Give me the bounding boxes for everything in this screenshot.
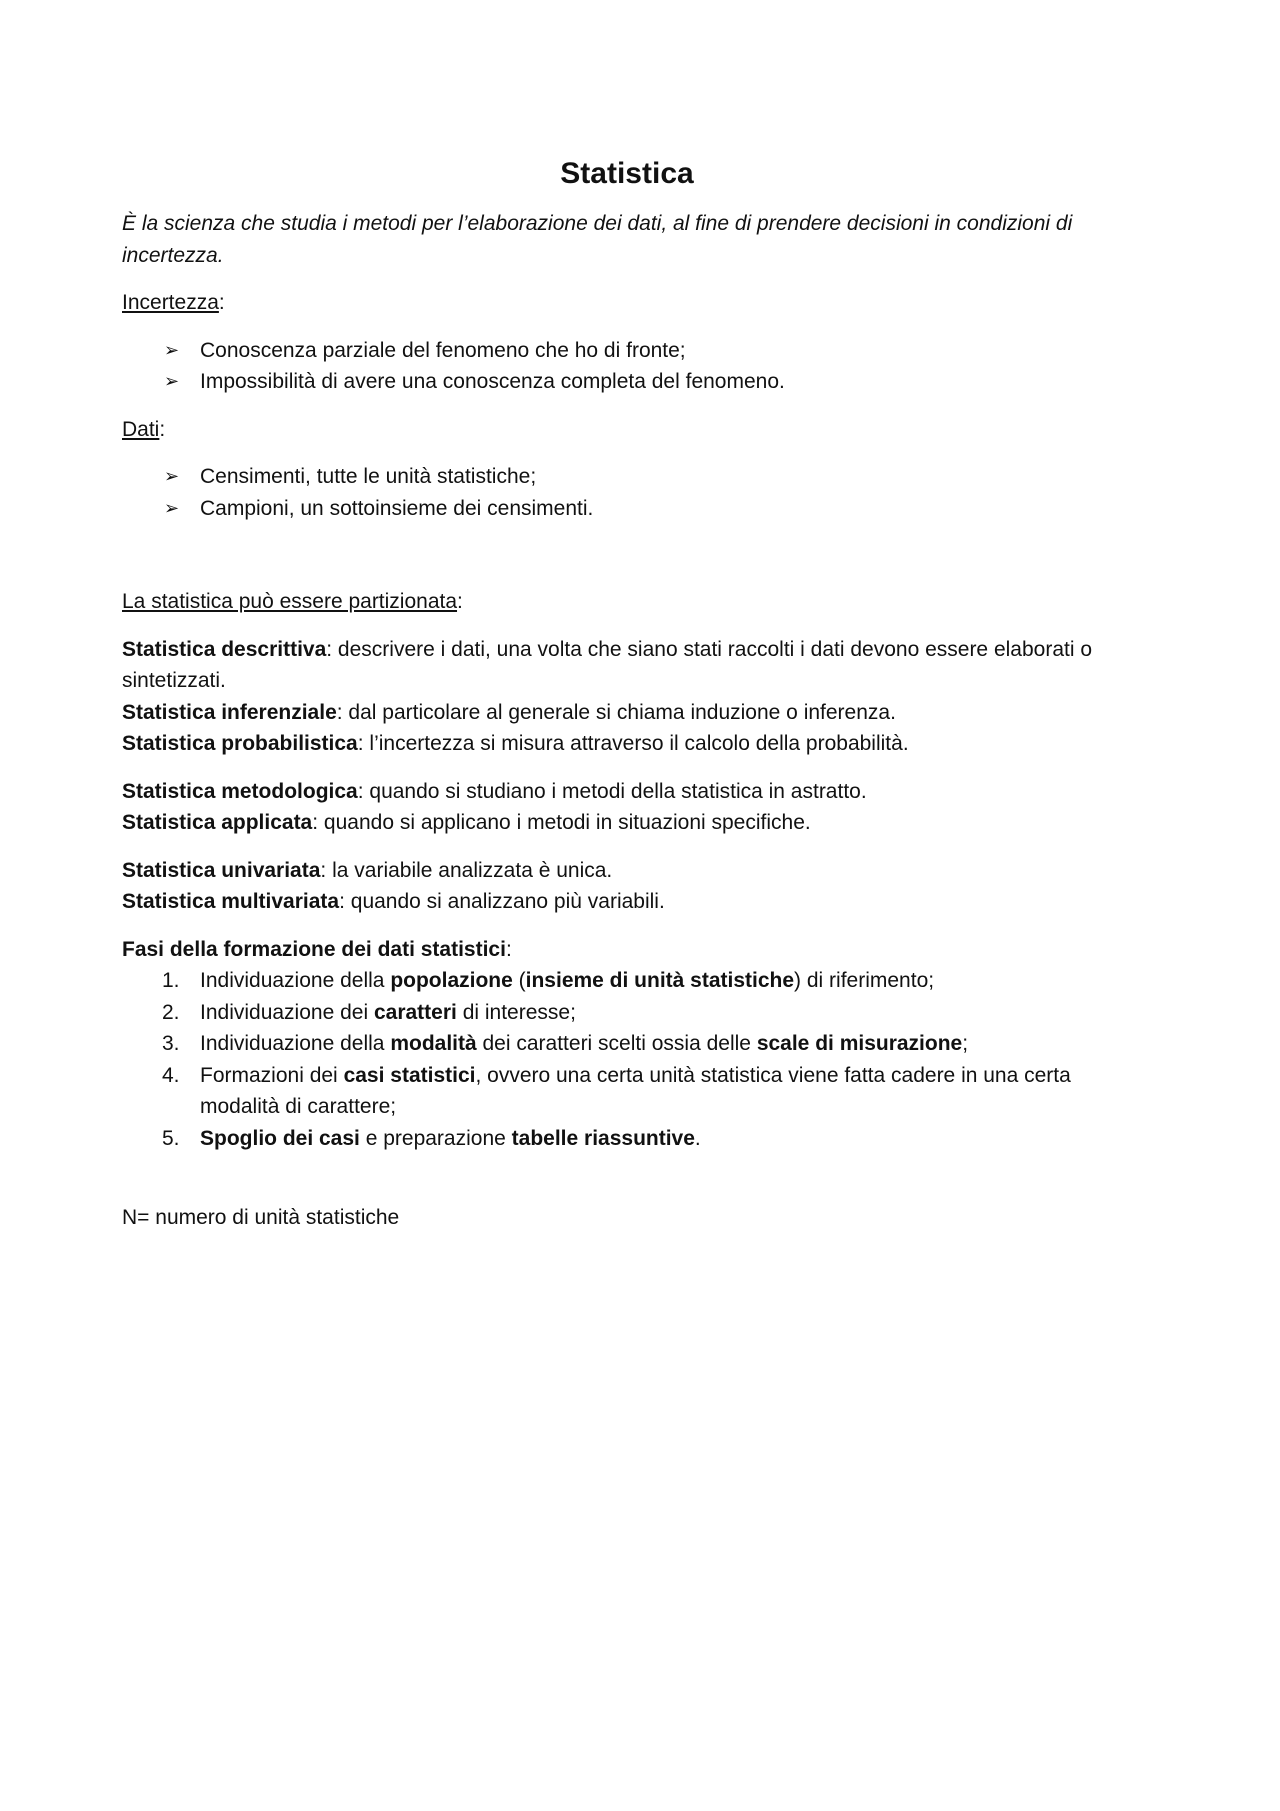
incertezza-label: Incertezza [122,291,219,314]
list-item-text: Impossibilità di avere una conoscenza completa del fenomeno. [200,370,785,393]
partition-colon: : [457,590,463,613]
definition-multivariata [122,886,1132,918]
arrow-bullet-icon: ➢ [164,339,180,360]
phase-bold: Spoglio dei casi [200,1126,360,1150]
phases-list [122,965,1132,1154]
footer-note: N= numero di unità statistiche [122,1206,400,1229]
phase-number: 5. [162,1126,180,1150]
page-title: Statistica [560,157,694,190]
document-body [122,154,1132,1234]
phase-text: . [694,1126,701,1150]
partition-label: La statistica può essere partizionata [122,590,458,613]
arrow-bullet-icon: ➢ [164,371,180,391]
definition-text: : quando si studiano i metodi della statistica in astratto. [357,779,867,803]
list-item [122,335,1132,367]
definition-text: : dal particolare al generale si chiama induzione o inferenza. [336,700,896,724]
definition-term: Statistica metodologica [122,779,358,803]
definition-text: : l’incertezza si misura attraverso il calcolo della probabilità. [357,732,909,755]
definition-term: Statistica descrittiva [122,637,327,661]
phases-heading: Fasi della formazione dei dati statistici [122,937,506,961]
definition-metodologica [122,776,1132,808]
phase-text: ( [512,969,526,992]
phases-colon: : [505,937,512,961]
dati-label: Dati [122,417,160,441]
list-item [122,493,1132,525]
dati-label-line [122,414,1132,446]
phase-text: e preparazione [359,1126,512,1150]
phase-text: , ovvero una certa unità statistica viene fatta cadere in una certa modalità di carattere; [200,1063,1071,1118]
dati-colon: : [159,417,166,441]
partition-label-line [122,586,1132,618]
arrow-bullet-icon: ➢ [164,466,180,486]
incertezza-list [122,335,1132,398]
phases-heading-line [122,934,1132,966]
phase-bold: popolazione [390,969,513,992]
arrow-bullet-icon: ➢ [164,497,180,518]
definition-descrittiva [122,634,1132,697]
phase-bold: caratteri [373,1000,457,1024]
dati-list [122,461,1132,524]
phase-number: 4. [162,1063,180,1087]
list-item [122,461,1132,493]
phase-item-1 [122,965,1132,997]
phase-bold: casi statistici [343,1063,476,1087]
phase-text: Individuazione della [200,969,391,992]
definition-group-1 [122,634,1132,760]
definition-probabilistica [122,728,1132,760]
phase-item-3 [122,1028,1132,1060]
definition-term: Statistica inferenziale [122,700,337,724]
phase-text: ; [962,1032,969,1055]
phase-bold: scale di misurazione [756,1032,963,1055]
phase-text: Formazioni dei [200,1063,344,1087]
definition-term: Statistica applicata [122,811,313,834]
definition-inferenziale [122,697,1132,729]
definition-univariata [122,855,1132,887]
phase-item-5 [122,1123,1132,1155]
phase-bold: tabelle riassuntive [511,1126,695,1150]
definition-text: : descrivere i dati, una volta che siano stati raccolti i dati devono essere elaborati o sintetizzati. [122,637,1093,692]
definition-text: : la variabile analizzata è unica. [320,858,613,882]
incertezza-label-line [122,287,1132,319]
phase-number: 1. [162,969,180,992]
phase-item-2 [122,997,1132,1029]
phase-bold: insieme di unità statistiche [525,969,795,992]
phase-number: 3. [162,1032,180,1055]
phase-bold: modalità [390,1032,477,1055]
phase-text: Individuazione della [200,1032,391,1055]
list-item-text: Censimenti, tutte le unità statistiche; [200,465,537,488]
phase-text: ) di riferimento; [794,969,935,992]
phase-item-4 [122,1060,1132,1123]
intro-paragraph: È la scienza che studia i metodi per l’elaborazione dei dati, al fine di prendere decisioni in condizioni di incertezza. [122,212,1073,267]
definition-text: : quando si applicano i metodi in situazioni specifiche. [312,811,811,834]
list-item [122,366,1132,398]
definition-text: : quando si analizzano più variabili. [339,890,665,913]
definition-group-2 [122,776,1132,839]
phase-text: Individuazione dei [200,1000,374,1024]
definition-applicata [122,807,1132,839]
phase-text: di interesse; [456,1000,576,1024]
definition-group-3 [122,855,1132,918]
list-item-text: Conoscenza parziale del fenomeno che ho di fronte; [200,338,686,362]
phase-text: dei caratteri scelti ossia delle [476,1032,757,1055]
list-item-text: Campioni, un sottoinsieme dei censimenti. [200,496,594,520]
definition-term: Statistica probabilistica [122,732,358,755]
definition-term: Statistica univariata [122,858,321,882]
incertezza-colon: : [218,291,225,314]
definition-term: Statistica multivariata [122,890,340,913]
phase-number: 2. [162,1000,180,1024]
